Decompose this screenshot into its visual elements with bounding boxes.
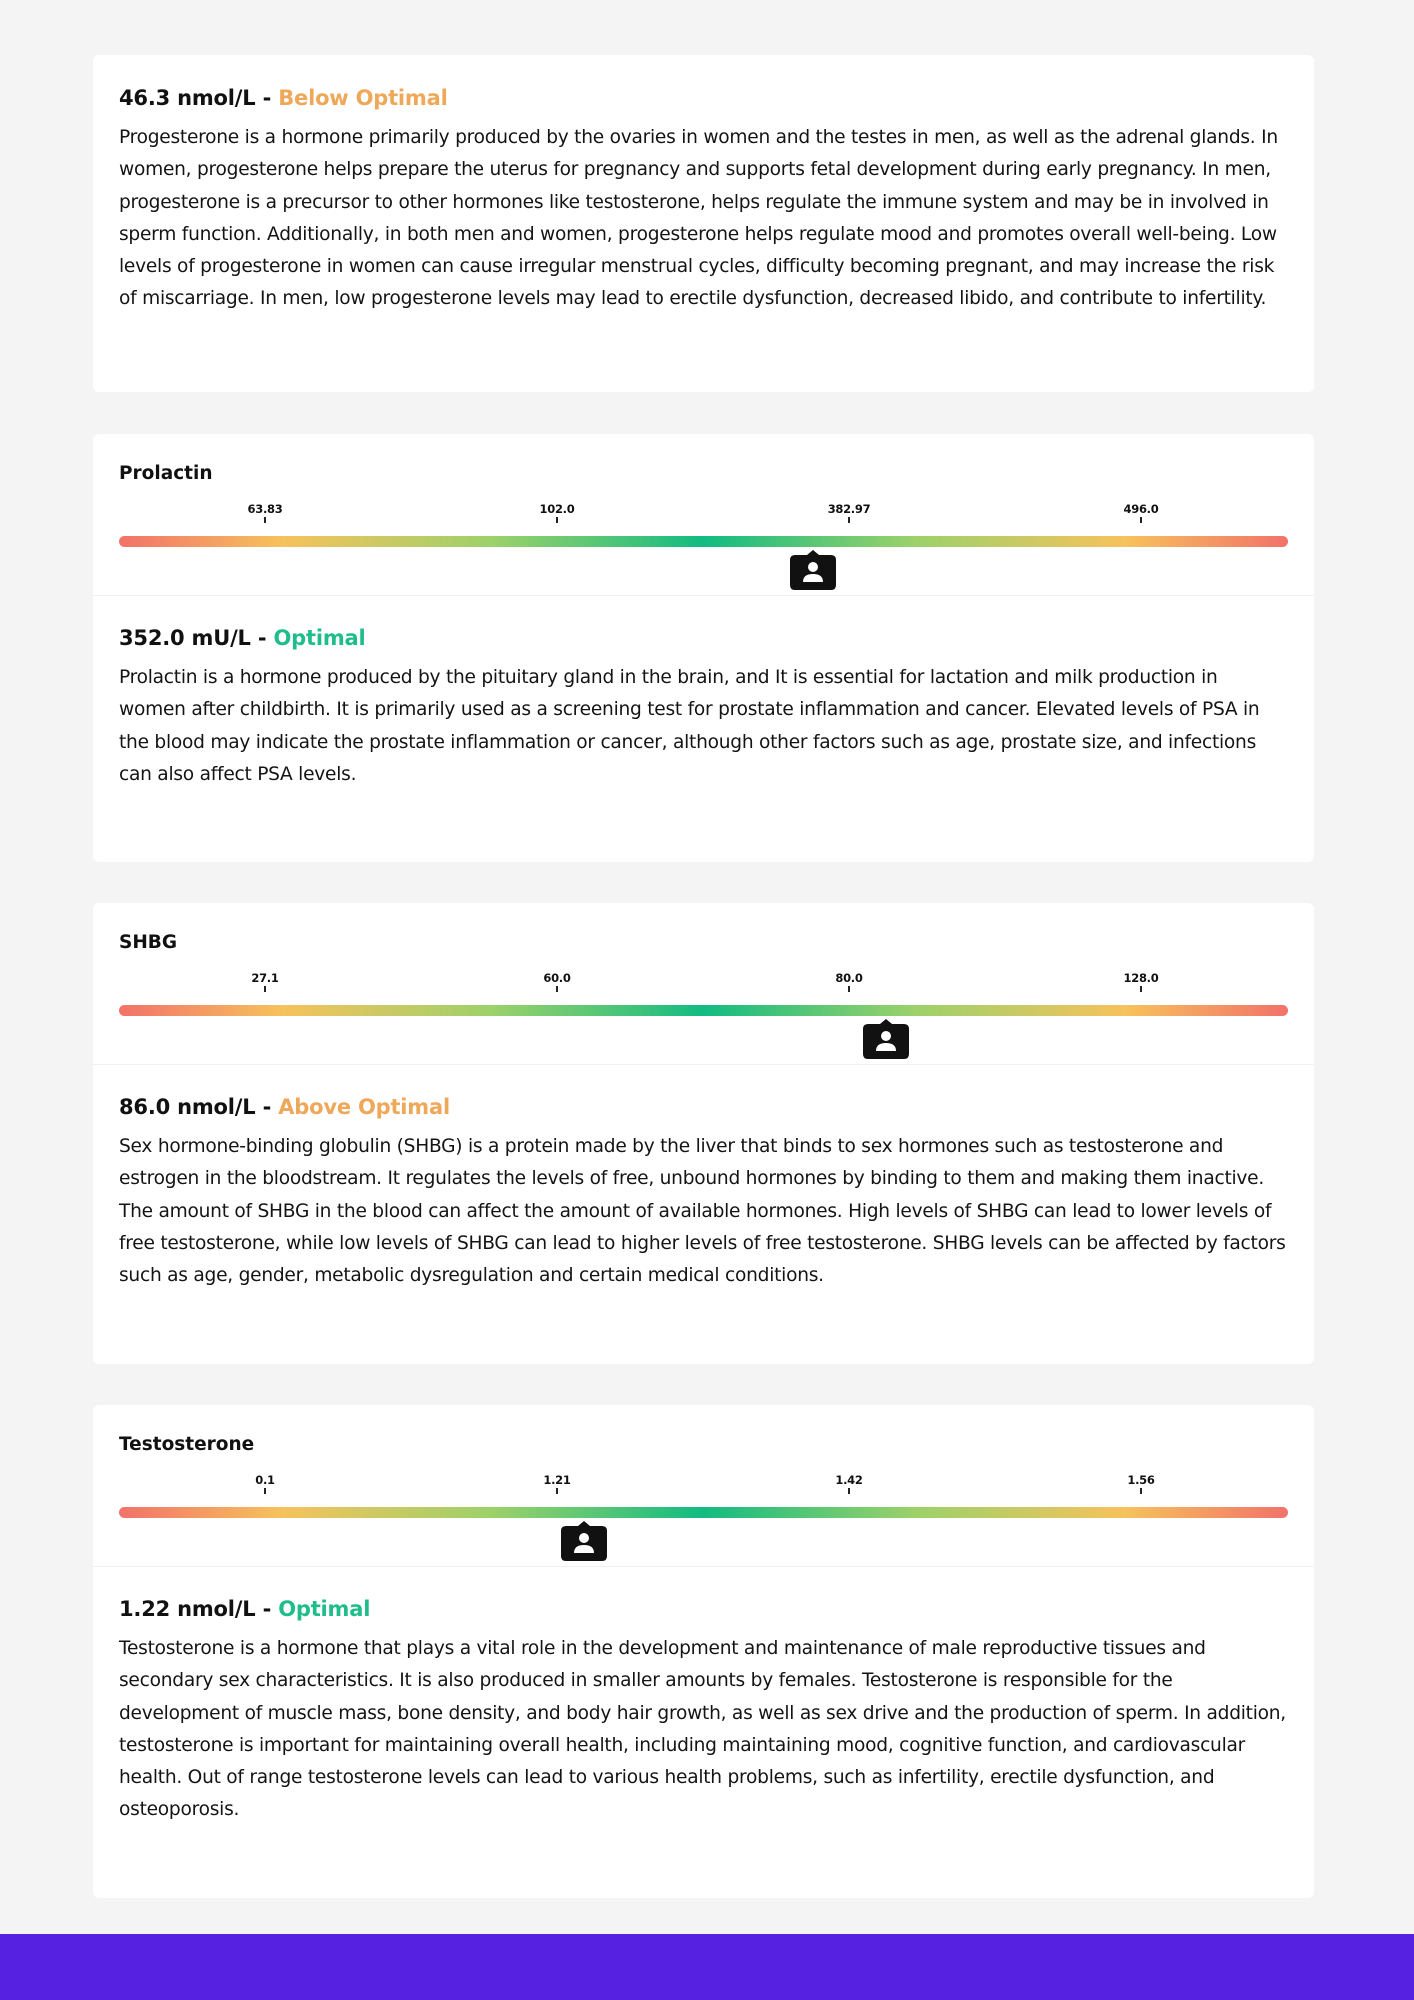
result-separator: - [257, 626, 267, 650]
testosterone-card [93, 1405, 1314, 1898]
range-tick: 102.0 [517, 502, 597, 523]
range-tick: 382.97 [809, 502, 889, 523]
status-label: Below Optimal [278, 86, 448, 110]
footer-band [0, 1934, 1414, 2000]
range-tick: 496.0 [1101, 502, 1181, 523]
range-bar [119, 1507, 1288, 1518]
range-bar [119, 536, 1288, 547]
marker-description: Sex hormone-binding globulin (SHBG) is a protein made by the liver that binds to sex hormones such as testosterone and estrogen in the bloodstream. It regulates the levels of free, unbound hormones by binding to them and making them inactive. The amount of SHBG in the blood can affect the amount of available hormones. High levels of SHBG can lead to lower levels of free testosterone, while low levels of SHBG can lead to higher levels of free testosterone. SHBG levels can be affected by factors such as age, gender, metabolic dysregulation and certain medical conditions. [119, 1136, 1286, 1287]
shbg-card [93, 903, 1314, 1364]
marker-description: Progesterone is a hormone primarily produced by the ovaries in women and the testes in men, as well as the adrenal glands. In women, progesterone helps prepare the uterus for pregnancy and supports fetal development during early pregnancy. In men, progesterone is a precursor to other hormones like testosterone, helps regulate the immune system and may be in involved in sperm function. Additionally, in both men and women, progesterone helps regulate mood and promotes overall well-being. Low levels of progesterone in women can cause irregular menstrual cycles, difficulty becoming pregnant, and may increase the risk of miscarriage. In men, low progesterone levels may lead to erectile dysfunction, decreased libido, and contribute to infertility. [119, 127, 1278, 310]
result-separator: - [262, 1597, 272, 1621]
range-tick: 80.0 [809, 971, 889, 992]
range-tick: 128.0 [1101, 971, 1181, 992]
result-heading [119, 624, 1288, 652]
result-value: 86.0 nmol/L [119, 1095, 256, 1119]
progesterone-card [93, 55, 1314, 392]
user-badge-icon [863, 1019, 909, 1057]
range-tick: 1.56 [1101, 1473, 1181, 1494]
result-value: 46.3 nmol/L [119, 86, 256, 110]
user-badge-icon [561, 1521, 607, 1559]
result-value: 1.22 nmol/L [119, 1597, 256, 1621]
result-heading [119, 1595, 1288, 1623]
status-label: Above Optimal [278, 1095, 450, 1119]
range-tick: 1.21 [517, 1473, 597, 1494]
range-tick: 27.1 [225, 971, 305, 992]
range-tick: 1.42 [809, 1473, 889, 1494]
result-heading [119, 84, 1288, 112]
range-scale [93, 1473, 1314, 1563]
status-label: Optimal [273, 626, 366, 650]
marker-name: SHBG [119, 932, 178, 953]
status-label: Optimal [278, 1597, 371, 1621]
marker-name: Testosterone [119, 1434, 255, 1455]
range-tick: 0.1 [225, 1473, 305, 1494]
marker-description: Testosterone is a hormone that plays a vital role in the development and maintenance of male reproductive tissues and secondary sex characteristics. It is also produced in smaller amounts by females. Testosterone is responsible for the development of muscle mass, bone density, and body hair growth, as well as sex drive and the production of sperm. In addition, testosterone is important for maintaining overall health, including maintaining mood, cognitive function, and cardiovascular health. Out of range testosterone levels can lead to various health problems, such as infertility, erectile dysfunction, and osteoporosis. [119, 1638, 1286, 1821]
result-value: 352.0 mU/L [119, 626, 251, 650]
result-separator: - [262, 86, 272, 110]
prolactin-card [93, 434, 1314, 862]
marker-name: Prolactin [119, 463, 213, 484]
range-tick: 60.0 [517, 971, 597, 992]
marker-description: Prolactin is a hormone produced by the pituitary gland in the brain, and It is essential for lactation and milk production in women after childbirth. It is primarily used as a screening test for prostate inflammation and cancer. Elevated levels of PSA in the blood may indicate the prostate inflammation or cancer, although other factors such as age, prostate size, and infections can also affect PSA levels. [119, 667, 1260, 785]
range-scale [93, 971, 1314, 1061]
user-badge-icon [790, 550, 836, 588]
result-separator: - [262, 1095, 272, 1119]
result-heading [119, 1093, 1288, 1121]
range-scale [93, 502, 1314, 592]
range-tick: 63.83 [225, 502, 305, 523]
range-bar [119, 1005, 1288, 1016]
